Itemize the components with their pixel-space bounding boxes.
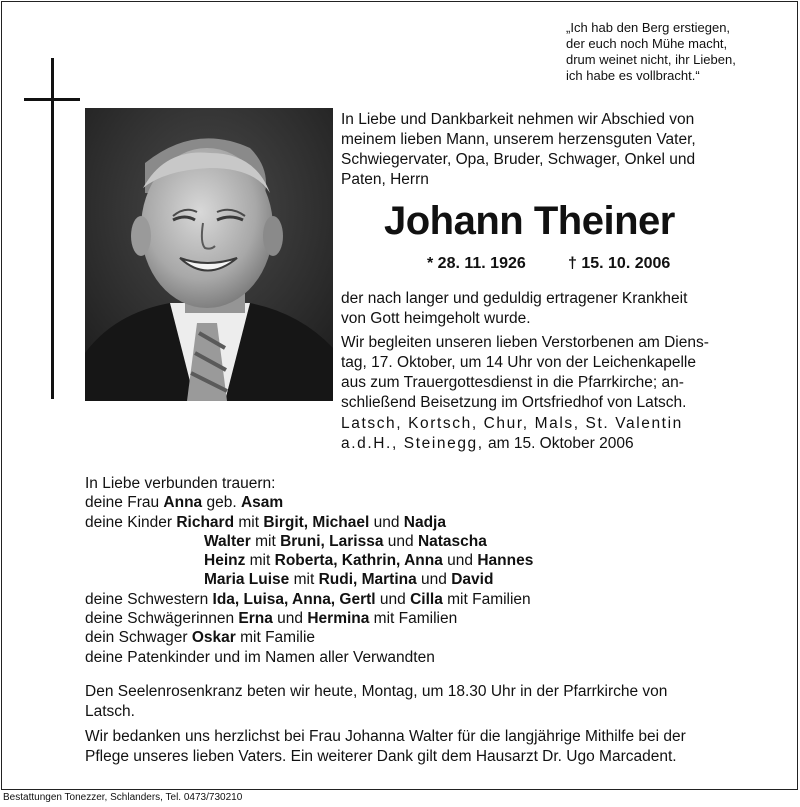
- mourner-relation: dein Schwager: [85, 629, 192, 647]
- mourner-wife: [85, 493, 533, 512]
- mourner-name: Hannes: [477, 552, 534, 570]
- birth-date: * 28. 11. 1926: [427, 255, 526, 272]
- cross-horizontal-bar: [24, 98, 80, 101]
- epitaph-quote: [566, 20, 736, 84]
- mourner-connector: mit: [245, 552, 275, 570]
- rosary-line: Latsch.: [85, 702, 135, 720]
- mourner-name: Erna: [238, 610, 273, 628]
- mourner-relation: deine Kinder: [85, 513, 177, 531]
- mourner-child: [85, 570, 533, 589]
- mourner-connector: und: [416, 571, 452, 589]
- intro-line: meinem lieben Mann, unserem herzensguten Vater,: [341, 131, 696, 148]
- death-date: † 15. 10. 2006: [568, 255, 671, 272]
- mourner-connector: mit: [289, 571, 319, 589]
- intro-text: [341, 110, 771, 190]
- intro-line: In Liebe und Dankbarkeit nehmen wir Abschied von: [341, 111, 695, 128]
- cross-vertical-bar: [51, 58, 54, 399]
- intro-line: Schwiegervater, Opa, Bruder, Schwager, Onkel und: [341, 151, 696, 168]
- mourner-name: Heinz: [204, 552, 246, 570]
- funeral-home-footer: Bestattungen Tonezzer, Schlanders, Tel. 0473/730210: [3, 792, 243, 803]
- quote-line: drum weinet nicht, ihr Lieben,: [566, 52, 736, 67]
- funeral-line: schließend Beisetzung im Ortsfriedhof von Latsch.: [341, 394, 687, 411]
- mourner-connector: mit: [250, 532, 281, 550]
- mourner-brother-in-law: [85, 628, 533, 647]
- mourner-connector: und: [369, 513, 404, 531]
- mourner-name: Walter: [204, 532, 251, 550]
- mourner-name: Asam: [240, 494, 284, 512]
- mourner-connector: und: [375, 590, 411, 608]
- deceased-name: Johann Theiner: [384, 199, 675, 243]
- rosary-announcement: [85, 682, 770, 721]
- place-and-date: [341, 414, 683, 454]
- mourner-child: [85, 532, 533, 551]
- quote-line: ich habe es vollbracht.“: [566, 68, 700, 83]
- mourner-connector: mit Familien: [442, 590, 531, 608]
- mourner-name: Maria Luise: [204, 571, 290, 589]
- mourner-child: [85, 551, 533, 570]
- mourners-heading: In Liebe verbunden trauern:: [85, 475, 276, 492]
- illness-text: [341, 289, 687, 329]
- mourner-relation: deine Schwestern: [85, 590, 213, 608]
- mourner-sisters: [85, 590, 533, 609]
- illness-line: der nach langer und geduldig ertragener Krankheit: [341, 290, 688, 307]
- funeral-details: [341, 333, 709, 413]
- mourner-connector: mit: [234, 513, 264, 531]
- mourner-connector: und: [383, 532, 418, 550]
- mourner-name: Anna: [163, 494, 203, 512]
- funeral-line: tag, 17. Oktober, um 14 Uhr von der Leichenkapelle: [341, 354, 696, 371]
- mourner-name: David: [451, 571, 494, 589]
- mourner-godchildren: deine Patenkinder und im Namen aller Verwandten: [85, 648, 435, 666]
- rosary-line: Den Seelenrosenkranz beten wir heute, Montag, um 18.30 Uhr in der Pfarrkirche von: [85, 683, 668, 700]
- thanks-line: Pflege unseres lieben Vaters. Ein weiterer Dank gilt dem Hausarzt Dr. Ugo Marcadent.: [85, 747, 677, 765]
- mourner-connector: und: [442, 552, 478, 570]
- quote-line: der euch noch Mühe macht,: [566, 36, 728, 51]
- mourner-connector: und: [272, 610, 308, 628]
- funeral-line: Wir begleiten unseren lieben Verstorbenen am Diens-: [341, 334, 709, 351]
- thanks-text: [85, 727, 770, 766]
- funeral-line: aus zum Trauergottesdienst in die Pfarrkirche; an-: [341, 374, 684, 391]
- quote-line: „Ich hab den Berg erstiegen,: [566, 20, 731, 35]
- illness-line: von Gott heimgeholt wurde.: [341, 310, 531, 327]
- notice-date: am 15. Oktober 2006: [487, 435, 634, 452]
- date-line: [341, 434, 683, 454]
- mourner-connector: geb.: [202, 494, 241, 512]
- mourner-connector: mit Familie: [235, 629, 316, 647]
- mourner-name: Natascha: [417, 532, 487, 550]
- mourner-name: Oskar: [191, 629, 236, 647]
- mourner-name: Rudi, Martina: [318, 571, 417, 589]
- mourner-sisters-in-law: [85, 609, 533, 628]
- mourner-name: Roberta, Kathrin, Anna: [274, 552, 443, 570]
- mourner-name: Cilla: [410, 590, 443, 608]
- mourner-name: Richard: [176, 513, 235, 531]
- places-line: Latsch, Kortsch, Chur, Mals, St. Valentin: [341, 415, 683, 432]
- mourner-child: [85, 513, 533, 532]
- mourner-relation: deine Schwägerinnen: [85, 610, 239, 628]
- mourner-connector: mit Familien: [369, 610, 458, 628]
- mourner-name: Nadja: [403, 513, 446, 531]
- thanks-line: Wir bedanken uns herzlichst bei Frau Johanna Walter für die langjährige Mithilfe bei der: [85, 728, 686, 745]
- mourner-name: Bruni, Larissa: [280, 532, 384, 550]
- mourner-name: Ida, Luisa, Anna, Gertl: [212, 590, 376, 608]
- mourner-name: Birgit, Michael: [263, 513, 370, 531]
- intro-line: Paten, Herrn: [341, 171, 429, 188]
- mourners-list: [85, 474, 533, 667]
- mourner-name: Hermina: [307, 610, 370, 628]
- portrait-photo: [85, 108, 333, 401]
- portrait-illustration: [85, 108, 333, 401]
- mourner-relation: deine Frau: [85, 494, 164, 512]
- places-line-continued: a.d.H., Steinegg,: [341, 435, 484, 452]
